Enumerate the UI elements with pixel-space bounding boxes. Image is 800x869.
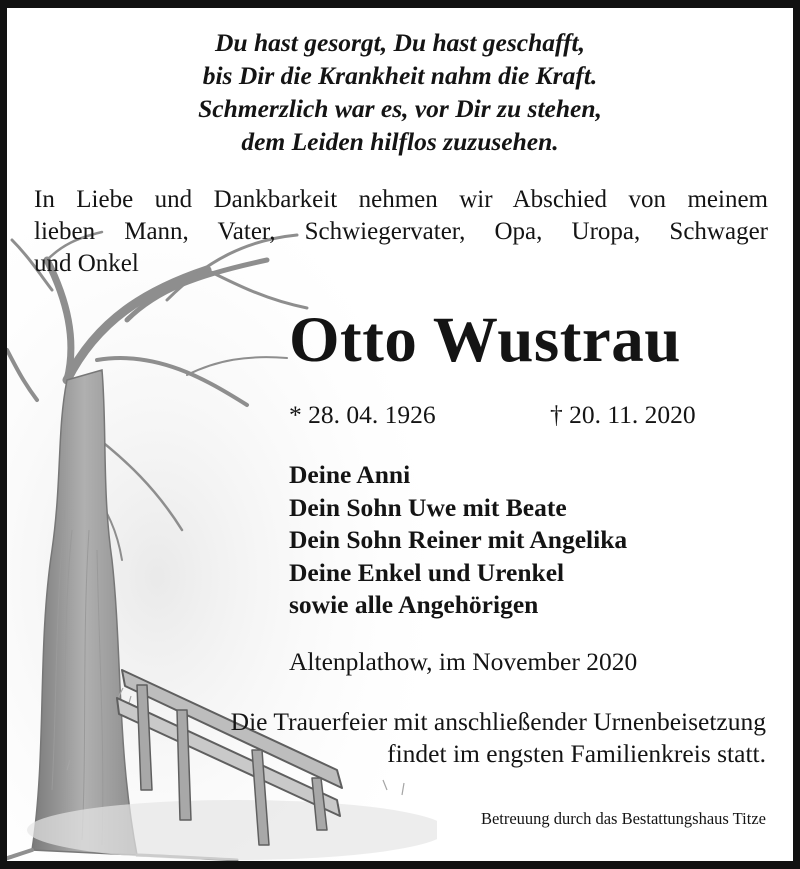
funeral-note [66,706,766,770]
frame-top-border [0,0,800,8]
mourner-line: sowie alle Angehörigen [289,590,539,619]
verse-line: Du hast gesorgt, Du hast geschafft, [214,28,586,57]
mourner-line: Deine Enkel und Urenkel [289,557,565,587]
funeral-note-line: Die Trauerfeier mit anschließender Urnenbeisetzung [230,707,766,736]
death-date: † 20. 11. 2020 [550,400,696,429]
verse-line: bis Dir die Krankheit nahm die Kraft. [202,61,598,90]
place-and-date: Altenplathow, im November 2020 [289,647,638,676]
intro-line: In Liebe und Dankbarkeit nehmen wir Abschied von meinem [34,186,768,213]
mourners-list [289,459,627,622]
verse-line: Schmerzlich war es, vor Dir zu stehen, [198,94,602,123]
mourner-line: Dein Sohn Reiner mit Angelika [289,525,628,554]
frame-bottom-border [0,861,800,869]
birth-date: * 28. 04. 1926 [289,400,436,429]
mourner-line: Dein Sohn Uwe mit Beate [289,492,567,522]
farewell-intro [34,184,768,280]
memorial-verse [0,26,800,158]
funeral-note-line: findet im engsten Familienkreis statt. [387,739,766,768]
intro-line: und Onkel [34,250,139,277]
intro-line: lieben Mann, Vater, Schwiegervater, Opa, Uropa, Schwager [34,218,768,245]
deceased-name: Otto Wustrau [289,304,681,376]
mourner-line: Deine Anni [289,460,411,489]
verse-line: dem Leiden hilflos zuzusehen. [241,127,559,156]
funeral-home-credit: Betreuung durch das Bestattungshaus Titze [480,809,766,828]
